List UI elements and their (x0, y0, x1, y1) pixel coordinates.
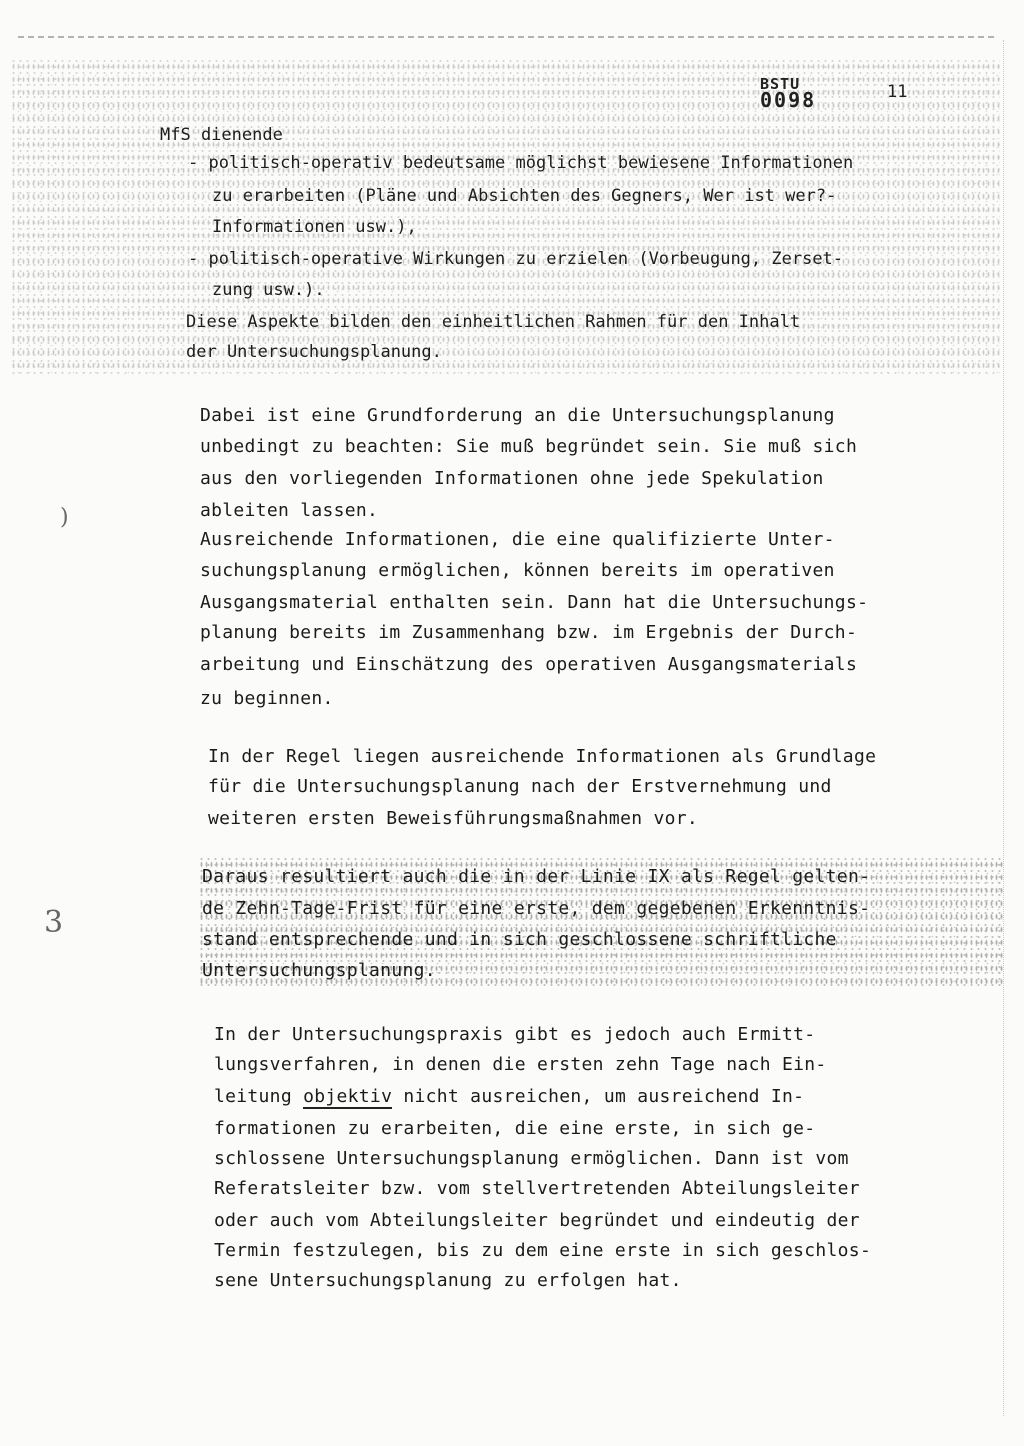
stamp-archive-label: BSTU (760, 75, 801, 93)
right-edge-border (1003, 40, 1004, 1416)
p1-line-2: unbedingt zu beachten: Sie muß begründet sein. Sie muß sich (200, 436, 858, 457)
p2-line-2: für die Untersuchungsplanung nach der Erstvernehmung und (208, 776, 832, 797)
p1-line-10: zu beginnen. (200, 688, 334, 709)
p4-line-6: Referatsleiter bzw. vom stellvertretenden Abteilungsleiter (214, 1178, 860, 1199)
top-line-4: Informationen usw.), (212, 217, 417, 237)
p2-line-3: weiteren ersten Beweisführungsmaßnahmen vor. (208, 808, 699, 829)
page-number: 11 (887, 82, 908, 102)
top-line-8: der Untersuchungsplanung. (186, 342, 442, 362)
top-border-rule (18, 36, 994, 38)
margin-scribble-mark: 3 (44, 905, 64, 940)
p1-line-8: planung bereits im Zusammenhang bzw. im Ergebnis der Durch- (200, 622, 858, 643)
p3-line-4: Untersuchungsplanung. (202, 960, 436, 981)
p3-line-1: Daraus resultiert auch die in der Linie IX als Regel gelten- (202, 866, 871, 887)
p4-line-1: In der Untersuchungspraxis gibt es jedoch auch Ermitt- (214, 1024, 816, 1045)
p4-line-9: sene Untersuchungsplanung zu erfolgen hat. (214, 1270, 682, 1291)
p4-line-3-start: leitung (214, 1086, 304, 1107)
p1-line-3: aus den vorliegenden Informationen ohne jede Spekulation (200, 468, 824, 489)
p4-line-4: formationen zu erarbeiten, die eine erste, in sich ge- (214, 1118, 816, 1139)
archive-stamp (760, 75, 817, 112)
p4-line-3 (214, 1086, 804, 1107)
p1-line-4: ableiten lassen. (200, 500, 379, 521)
underlined-word: objektiv (303, 1086, 393, 1107)
stamp-code: 0098 (760, 88, 817, 112)
p4-line-2: lungsverfahren, in denen die ersten zehn Tage nach Ein- (214, 1054, 827, 1075)
p3-line-3: stand entsprechende und in sich geschlossene schriftliche (202, 929, 837, 950)
top-line-2: - politisch-operativ bedeutsame möglichst bewiesene Informationen (188, 153, 854, 173)
p1-line-5: Ausreichende Informationen, die eine qualifizierte Unter- (200, 529, 835, 550)
p4-line-7: oder auch vom Abteilungsleiter begründet und eindeutig der (214, 1210, 860, 1231)
top-line-6: zung usw.). (212, 280, 325, 300)
top-line-5: - politisch-operative Wirkungen zu erzielen (Vorbeugung, Zerset- (188, 249, 844, 269)
p4-line-8: Termin festzulegen, bis zu dem eine erste in sich geschlos- (214, 1240, 872, 1261)
p1-line-9: arbeitung und Einschätzung des operativen Ausgangsmaterials (200, 654, 858, 675)
margin-bracket-mark: ) (60, 505, 69, 530)
p1-line-6: suchungsplanung ermöglichen, können bereits im operativen (200, 560, 835, 581)
top-line-3: zu erarbeiten (Pläne und Absichten des Gegners, Wer ist wer?- (212, 186, 837, 206)
p4-line-5: schlossene Untersuchungsplanung ermöglichen. Dann ist vom (214, 1148, 849, 1169)
p1-line-1: Dabei ist eine Grundforderung an die Untersuchungsplanung (200, 405, 835, 426)
top-line-7: Diese Aspekte bilden den einheitlichen Rahmen für den Inhalt (186, 312, 801, 332)
p2-line-1: In der Regel liegen ausreichende Informationen als Grundlage (208, 746, 877, 767)
top-line-1: MfS dienende (160, 125, 283, 145)
p1-line-7: Ausgangsmaterial enthalten sein. Dann hat die Untersuchungs- (200, 592, 869, 613)
p3-line-2: de Zehn-Tage-Frist für eine erste, dem gegebenen Erkenntnis- (202, 898, 871, 919)
p4-line-3-rest: nicht ausreichen, um ausreichend In- (392, 1086, 805, 1107)
